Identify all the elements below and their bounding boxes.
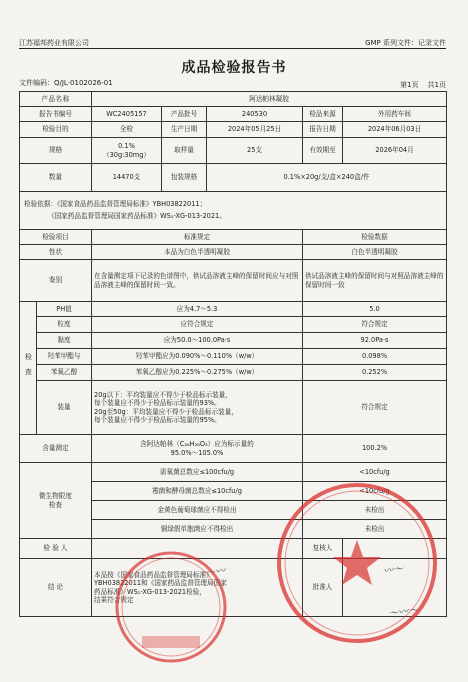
- expiry-label: 有效期至: [303, 138, 343, 164]
- methylparaben-standard: 羟苯甲酯应为0.090%～0.110%（w/w）: [92, 349, 303, 365]
- inspector-label: 检 验 人: [20, 539, 92, 559]
- granularity-result: 符合规定: [303, 317, 447, 333]
- conclusion-label: 结 论: [20, 559, 92, 617]
- row-ph: [20, 302, 447, 317]
- company-name: 江苏福邦药业有限公司: [19, 39, 89, 47]
- reviewer-label: 复核人: [303, 539, 343, 559]
- report-no: WC2405157: [92, 107, 162, 122]
- assay-result: 100.2%: [303, 435, 447, 463]
- page-total: 共1页: [427, 81, 446, 89]
- basis-line-2: 《国家药品监督管理局国家药品标准》WS₁-XG-013-2021。: [48, 211, 226, 220]
- granularity-label: 粒度: [37, 317, 92, 333]
- appearance-label: 性状: [20, 245, 92, 260]
- row-appearance: [20, 245, 447, 260]
- fill-standard-line-2: 每个装量应不得少于检品标示装量的93%。: [94, 399, 221, 408]
- header-divider: [19, 48, 446, 49]
- micro-4-result: 未检出: [303, 520, 447, 539]
- source-value: 外用药车间: [343, 107, 447, 122]
- row-micro-1: [20, 463, 447, 482]
- spec-value: [92, 138, 162, 164]
- quantity-label: 数量: [20, 164, 92, 192]
- micro-label: [20, 463, 92, 539]
- mfg-date-label: 生产日期: [162, 122, 207, 138]
- row-assay: [20, 435, 447, 463]
- fill-standard: [92, 381, 303, 435]
- test-result-header: 检验数据: [303, 230, 447, 245]
- row-viscosity: [20, 333, 447, 349]
- identification-result: 供试品溶液主峰的保留时间与对照品溶液主峰的保留时间一致: [303, 260, 447, 302]
- row-tests-header: [20, 230, 447, 245]
- phenoxyethanol-label: 苯氧乙醇: [37, 365, 92, 381]
- row-methylparaben: [20, 349, 447, 365]
- reviewer-signature-cell: [343, 539, 447, 559]
- source-label: 检品来源: [303, 107, 343, 122]
- product-name: 阿达帕林凝胶: [92, 92, 447, 107]
- granularity-standard: 应符合规定: [92, 317, 303, 333]
- micro-1-result: <10cfu/g: [303, 463, 447, 482]
- phenoxyethanol-standard: 苯氧乙醇应为0.225%～0.275%（w/w）: [92, 365, 303, 381]
- spec-label: 规格: [20, 138, 92, 164]
- test-item-header: 检验项目: [20, 230, 92, 245]
- micro-3-standard: 金黄色葡萄球菌应不得检出: [92, 501, 303, 520]
- row-spec: [20, 138, 447, 164]
- approver-signature: 〜〰〜: [387, 604, 419, 621]
- fill-standard-line-1: 20g以下：平均装量应不得少于检品标示装量，: [94, 391, 232, 400]
- fill-result: 符合规定: [303, 381, 447, 435]
- methylparaben-result: 0.098%: [303, 349, 447, 365]
- identification-label: 鉴别: [20, 260, 92, 302]
- fill-label: 装量: [37, 381, 92, 435]
- basis-label: 检验依据：: [24, 199, 57, 208]
- assay-label: 含量测定: [20, 435, 92, 463]
- micro-1-standard: 需氧菌总数应≤100cfu/g: [92, 463, 303, 482]
- assay-standard-line-2: 95.0%～105.0%: [170, 448, 224, 457]
- approver-label: 批准人: [303, 559, 343, 617]
- methylparaben-label: 羟苯甲酯与: [37, 349, 92, 365]
- micro-3-result: 未检出: [303, 501, 447, 520]
- assay-standard-line-1: 含阿达帕林（C₂₈H₂₈O₃）应为标示量的: [140, 440, 254, 449]
- basis-line-1: 《国家食品药品监督管理局标准》YBH03822011；: [56, 199, 207, 208]
- purpose-label: 检验目的: [20, 122, 92, 138]
- mfg-date: 2024年05月25日: [207, 122, 303, 138]
- expiry-value: 2026年04月: [343, 138, 447, 164]
- identification-standard: 在含量测定项下记录的色谱图中，供试品溶液主峰的保留时间应与对照品溶液主峰的保留时间一致。: [92, 260, 303, 302]
- report-date: 2024年06月03日: [343, 122, 447, 138]
- micro-2-result: <10cfu/g: [303, 482, 447, 501]
- row-product-name: [20, 92, 447, 107]
- package-value: 0.1%×20g/支/盒×240盒/件: [207, 164, 447, 192]
- spec-line-1: 0.1%: [118, 142, 135, 151]
- micro-2-standard: 霉菌和酵母菌总数应≤10cfu/g: [92, 482, 303, 501]
- conclusion-line-1: 本品按《国家食品药品监督管理局标准》: [94, 571, 213, 580]
- report-title: 成品检验报告书: [181, 60, 287, 76]
- appearance-standard: 本品为白色半透明凝胶: [92, 245, 303, 260]
- conclusion-line-3: 药品标准》WS₁-XG-013-2021检验，: [94, 587, 206, 596]
- doc-number: 文件编码：Q/JL·0102026-01: [19, 79, 113, 87]
- basis: [20, 192, 447, 230]
- conclusion-line-2: YBH03822011和《国家药品监督管理局国家: [94, 579, 227, 588]
- micro-4-standard: 铜绿假单胞菌应不得检出: [92, 520, 303, 539]
- conclusion-line-4: 结果符合规定: [94, 595, 134, 604]
- test-standard-header: 标准规定: [92, 230, 303, 245]
- row-quantity: [20, 164, 447, 192]
- fill-standard-line-3: 20g至50g：平均装量应不得少于检品标示装量，: [94, 407, 238, 416]
- assay-standard: [92, 435, 303, 463]
- page-number: 第1页: [400, 81, 419, 89]
- spec-line-2: （30g:30mg）: [103, 150, 150, 159]
- report-table: [19, 91, 447, 617]
- row-inspector: [20, 539, 447, 559]
- viscosity-result: 92.0Pa·s: [303, 333, 447, 349]
- row-phenoxyethanol: [20, 365, 447, 381]
- quantity-value: 14470支: [92, 164, 162, 192]
- reviewer-signature: 〰〜: [382, 563, 404, 578]
- inspector-signature-cell: [92, 539, 303, 559]
- conclusion-text: [92, 559, 303, 617]
- appearance-result: 白色半透明凝胶: [303, 245, 447, 260]
- micro-label-line-2: 检查: [48, 500, 63, 509]
- sample-qty: 25支: [207, 138, 303, 164]
- package-label: 包装规格: [162, 164, 207, 192]
- gmp-label: GMP 系列文件：记录文件: [365, 39, 446, 47]
- row-fill: [20, 381, 447, 435]
- phenoxyethanol-result: 0.252%: [303, 365, 447, 381]
- row-basis: [20, 192, 447, 230]
- report-date-label: 报告日期: [303, 122, 343, 138]
- fill-standard-line-4: 每个装量应不得少于检品标示装量的95%。: [94, 415, 221, 424]
- batch-label: 产品批号: [162, 107, 207, 122]
- product-name-label: 产品名称: [20, 92, 92, 107]
- sample-qty-label: 取样量: [162, 138, 207, 164]
- viscosity-standard: 应为50.0～100.0Pa·s: [92, 333, 303, 349]
- batch-number: 240530: [207, 107, 303, 122]
- row-granularity: [20, 317, 447, 333]
- inspector-signature: 〜〰: [204, 565, 226, 580]
- ph-label: PH值: [37, 302, 92, 317]
- ph-standard: 应为4.7～5.3: [92, 302, 303, 317]
- report-no-label: 报告书编号: [20, 107, 92, 122]
- purpose-value: 全检: [92, 122, 162, 138]
- row-report-no: [20, 107, 447, 122]
- page-info: [400, 80, 446, 90]
- ph-result: 5.0: [303, 302, 447, 317]
- viscosity-label: 黏度: [37, 333, 92, 349]
- micro-label-line-1: 微生物限度: [39, 492, 72, 501]
- row-identification: [20, 260, 447, 302]
- row-purpose: [20, 122, 447, 138]
- check-label: 检查: [20, 302, 37, 435]
